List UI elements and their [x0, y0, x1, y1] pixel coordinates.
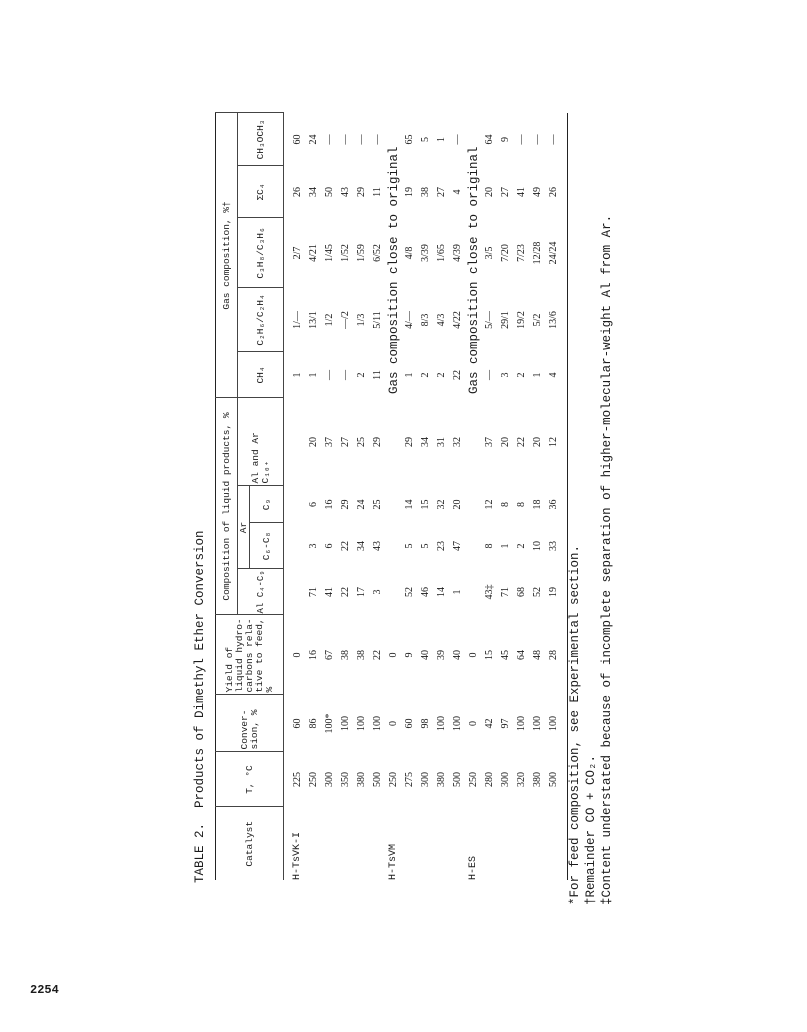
cell-ch3och3: — [372, 134, 383, 145]
cell-conversion: 0 [388, 721, 399, 726]
cell-ar-c6-c8: 10 [532, 541, 543, 551]
cell-conversion: 42 [484, 718, 495, 729]
cell-catalyst [402, 807, 418, 880]
cell-catalyst [514, 807, 530, 880]
rotated-table-block [190, 105, 630, 915]
table-row [466, 113, 482, 880]
cell-temperature: 225 [292, 772, 303, 787]
cell-c3h8-c3h6: 2/7 [292, 246, 303, 260]
cell-c2h6-c2h4: 1/3 [356, 313, 367, 327]
cell-c2h6-c2h4: 5/2 [532, 313, 543, 327]
cell-ar-c6-c8: 23 [436, 541, 447, 551]
cell-conversion: 98 [420, 718, 431, 729]
footnote-content-understated: ‡Content understated because of incomplete separation of higher-molecular-weight Al from Ar. [600, 214, 614, 905]
cell-al-c4-c9: 68 [516, 587, 527, 597]
cell-sum-c4: 41 [516, 186, 527, 197]
cell-catalyst: H-TsVM [388, 843, 399, 880]
cell-sum-c4: 38 [420, 186, 431, 197]
gas-composition-note: Gas composition close to original [387, 146, 401, 394]
cell-al-ar-c10: 32 [452, 437, 463, 447]
cell-liquid-yield: 40 [420, 650, 431, 660]
cell-ar-c9: 32 [436, 499, 447, 510]
cell-catalyst [530, 807, 546, 880]
cell-liquid-yield: 0 [292, 652, 303, 658]
cell-liquid-yield: 22 [372, 650, 383, 660]
cell-c2h6-c2h4: 4/3 [436, 313, 447, 327]
cell-c2h6-c2h4: 29/1 [500, 311, 511, 329]
header-sum-c4: ΣC₄ [238, 166, 284, 218]
cell-ch3och3: 60 [292, 134, 303, 145]
cell-ar-c9: 15 [420, 499, 431, 510]
cell-c3h8-c3h6: 6/52 [372, 244, 383, 262]
cell-ch3och3: — [324, 134, 335, 145]
cell-sum-c4: 43 [340, 186, 351, 197]
cell-c2h6-c2h4: 5/— [484, 311, 495, 329]
header-al-c4-c9: Al C₄-C₉ [238, 569, 284, 615]
footnote-remainder: †Remainder CO + CO₂. [584, 754, 598, 905]
cell-catalyst [306, 807, 322, 880]
cell-al-ar-c10 [290, 398, 306, 486]
cell-c3h8-c3h6: 3/39 [420, 244, 431, 262]
cell-ar-c9 [290, 486, 306, 523]
cell-ch4: — [484, 369, 495, 380]
cell-ar-c9: 18 [532, 499, 543, 510]
cell-al-ar-c10: 37 [324, 437, 335, 447]
cell-ar-c9: 25 [372, 499, 383, 510]
cell-al-c4-c9 [386, 569, 402, 615]
header-al-ar-line: C₁₀₊ [259, 460, 271, 484]
header-catalyst: Catalyst [216, 807, 284, 880]
cell-temperature: 250 [468, 772, 479, 787]
cell-ch4: 2 [356, 372, 367, 378]
cell-ar-c6-c8: 3 [308, 543, 319, 549]
cell-al-c4-c9: 17 [356, 587, 367, 597]
cell-conversion: 60 [292, 718, 303, 729]
cell-catalyst: H-ES [468, 855, 479, 880]
cell-ar-c6-c8: 33 [548, 541, 559, 551]
cell-al-ar-c10: 25 [356, 437, 367, 447]
cell-ar-c9: 12 [484, 499, 495, 510]
cell-al-ar-c10: 27 [340, 437, 351, 447]
cell-sum-c4: 27 [500, 186, 511, 197]
cell-conversion: 100 [516, 716, 527, 731]
cell-al-c4-c9: 71 [308, 587, 319, 597]
cell-temperature: 300 [324, 772, 335, 787]
table-row [338, 113, 354, 880]
cell-ch4: 2 [436, 372, 447, 378]
cell-temperature: 500 [548, 772, 559, 787]
header-ch4: CH₄ [238, 352, 284, 398]
cell-conversion: 60 [404, 718, 415, 729]
cell-ch3och3: 1 [436, 136, 447, 142]
cell-liquid-yield: 64 [516, 650, 527, 660]
cell-temperature: 250 [388, 772, 399, 787]
cell-al-ar-c10 [466, 398, 482, 486]
cell-temperature: 280 [484, 772, 495, 787]
cell-catalyst [434, 807, 450, 880]
cell-ar-c9: 29 [340, 499, 351, 510]
cell-conversion: 86 [308, 718, 319, 729]
cell-c3h8-c3h6: 7/20 [500, 244, 511, 262]
cell-al-c4-c9: 14 [436, 587, 447, 597]
data-table [215, 112, 568, 880]
cell-c2h6-c2h4: 4/22 [452, 311, 463, 329]
cell-ar-c9 [466, 486, 482, 523]
cell-catalyst [482, 807, 498, 880]
cell-c3h8-c3h6: 24/24 [548, 241, 559, 265]
cell-conversion: 100* [324, 713, 335, 734]
cell-ch4: 1 [292, 372, 303, 378]
cell-ch3och3: — [340, 134, 351, 145]
cell-ch3och3: 9 [500, 136, 511, 142]
cell-ar-c6-c8: 43 [372, 541, 383, 551]
cell-al-c4-c9 [290, 569, 306, 615]
cell-ar-c6-c8 [466, 523, 482, 569]
cell-liquid-yield: 45 [500, 650, 511, 660]
cell-liquid-yield: 9 [404, 652, 415, 658]
cell-catalyst [498, 807, 514, 880]
cell-conversion: 100 [452, 716, 463, 731]
cell-ch3och3: — [532, 134, 543, 145]
footnote-feed-composition: *For feed composition, see Experimental section. [568, 544, 582, 905]
cell-al-ar-c10: 31 [436, 437, 447, 447]
cell-ch3och3: 24 [308, 134, 319, 145]
cell-temperature: 380 [356, 772, 367, 787]
cell-ch4: 4 [548, 372, 559, 378]
cell-ch3och3: — [452, 134, 463, 145]
cell-conversion: 97 [500, 718, 511, 729]
cell-al-ar-c10: 20 [308, 437, 319, 447]
cell-ar-c6-c8 [386, 523, 402, 569]
header-temperature: T, °C [216, 752, 284, 807]
cell-ch4: 3 [500, 372, 511, 378]
cell-c3h8-c3h6: 4/39 [452, 244, 463, 262]
cell-liquid-yield: 48 [532, 650, 543, 660]
cell-c3h8-c3h6: 4/21 [308, 244, 319, 262]
cell-al-c4-c9: 3 [372, 589, 383, 595]
cell-ar-c9: 8 [516, 502, 527, 507]
cell-liquid-yield: 38 [340, 650, 351, 660]
cell-ar-c9: 36 [548, 499, 559, 510]
table-row [514, 113, 530, 880]
cell-ar-c9: 20 [452, 499, 463, 510]
cell-ch4: 2 [420, 372, 431, 378]
cell-catalyst [322, 807, 338, 880]
header-c2h6-c2h4: C₂H₆/C₂H₄ [238, 288, 284, 352]
cell-c3h8-c3h6: 1/52 [340, 244, 351, 262]
header-liquid-yield [216, 615, 284, 695]
header-yield-line: Yield of [223, 646, 235, 693]
table-row [322, 113, 338, 880]
cell-sum-c4: 34 [308, 186, 319, 197]
cell-c3h8-c3h6: 7/23 [516, 244, 527, 262]
cell-c2h6-c2h4: 19/2 [516, 311, 527, 329]
cell-ch3och3: — [548, 134, 559, 145]
header-conversion-line: Conver- [238, 709, 250, 750]
header-liquid-composition: Composition of liquid products, % [216, 398, 238, 615]
table-row [546, 113, 562, 880]
cell-sum-c4: 49 [532, 186, 543, 197]
cell-catalyst [418, 807, 434, 880]
cell-temperature: 500 [452, 772, 463, 787]
cell-ch3och3: — [516, 134, 527, 145]
cell-ch4: 1 [404, 372, 415, 378]
table-row [418, 113, 434, 880]
cell-temperature: 380 [532, 772, 543, 787]
cell-ar-c6-c8 [290, 523, 306, 569]
header-yield-line: liquid hydro- [233, 618, 245, 693]
cell-sum-c4: 11 [372, 187, 383, 197]
header-ar-c6-c8: C₆-C₈ [250, 523, 284, 569]
cell-ch3och3: 5 [420, 136, 431, 142]
header-ar-c9: C₉ [250, 486, 284, 523]
cell-ar-c6-c8: 5 [420, 543, 431, 549]
cell-catalyst [338, 807, 354, 880]
cell-temperature: 250 [308, 772, 319, 787]
cell-al-ar-c10: 22 [516, 437, 527, 447]
table-row [306, 113, 322, 880]
cell-al-ar-c10: 29 [404, 437, 415, 447]
header-yield-line: tive to feed, [253, 618, 265, 693]
cell-al-c4-c9: 19 [548, 587, 559, 597]
table-row [354, 113, 370, 880]
cell-al-c4-c9: 52 [404, 587, 415, 597]
gas-composition-note: Gas composition close to original [467, 146, 481, 394]
header-gas-composition: Gas composition, %† [216, 113, 238, 398]
cell-ar-c9 [386, 486, 402, 523]
cell-ar-c6-c8: 1 [500, 543, 511, 549]
table-row [482, 113, 498, 880]
cell-c2h6-c2h4: 4/— [404, 311, 415, 329]
cell-c3h8-c3h6: 1/45 [324, 244, 335, 262]
cell-c2h6-c2h4: —/2 [340, 311, 351, 329]
cell-ar-c6-c8: 2 [516, 543, 527, 549]
cell-ar-c6-c8: 47 [452, 541, 463, 551]
cell-ar-c9: 8 [500, 502, 511, 507]
table-row [290, 113, 306, 880]
table-row [530, 113, 546, 880]
cell-catalyst [354, 807, 370, 880]
cell-al-ar-c10: 29 [372, 437, 383, 447]
table-row [370, 113, 386, 880]
header-yield-line: carbons rela- [243, 618, 255, 693]
footnotes [567, 215, 615, 905]
cell-temperature: 500 [372, 772, 383, 787]
cell-c2h6-c2h4: 8/3 [420, 313, 431, 327]
cell-conversion: 100 [340, 716, 351, 731]
cell-liquid-yield: 39 [436, 650, 447, 660]
cell-catalyst: H-TsVK-I [292, 831, 303, 880]
table-header [216, 113, 284, 880]
cell-conversion: 100 [548, 716, 559, 731]
cell-conversion: 100 [436, 716, 447, 731]
cell-sum-c4: 29 [356, 186, 367, 197]
cell-al-c4-c9: 52 [532, 587, 543, 597]
cell-sum-c4: 26 [548, 186, 559, 197]
cell-al-c4-c9: 71 [500, 587, 511, 597]
cell-ch4: 11 [372, 370, 383, 380]
cell-ch3och3: — [356, 134, 367, 145]
cell-ch4: 2 [516, 372, 527, 378]
table-row [402, 113, 418, 880]
cell-liquid-yield: 16 [308, 650, 319, 660]
cell-al-ar-c10: 20 [500, 437, 511, 447]
cell-c3h8-c3h6: 1/65 [436, 244, 447, 262]
cell-al-c4-c9: 41 [324, 587, 335, 597]
cell-temperature: 300 [500, 772, 511, 787]
header-ch3och3: CH₃OCH₃ [238, 113, 284, 166]
cell-liquid-yield: 38 [356, 650, 367, 660]
table-title: TABLE 2. Products of Dimethyl Ether Conversion [193, 530, 207, 883]
cell-ar-c6-c8: 6 [324, 543, 335, 549]
cell-c3h8-c3h6: 1/59 [356, 244, 367, 262]
cell-al-c4-c9: 22 [340, 587, 351, 597]
cell-sum-c4: 26 [292, 186, 303, 197]
cell-temperature: 275 [404, 772, 415, 787]
cell-al-ar-c10: 20 [532, 437, 543, 447]
table-body [284, 113, 568, 880]
cell-c2h6-c2h4: 13/1 [308, 311, 319, 329]
table-row [498, 113, 514, 880]
cell-sum-c4: 27 [436, 186, 447, 197]
cell-c2h6-c2h4: 5/11 [372, 311, 383, 329]
cell-ar-c6-c8: 5 [404, 543, 415, 549]
header-ar: Ar [238, 486, 250, 569]
cell-conversion: 0 [468, 721, 479, 726]
cell-ch4: 1 [308, 372, 319, 378]
cell-c3h8-c3h6: 3/5 [484, 246, 495, 260]
cell-liquid-yield: 0 [388, 652, 399, 658]
header-conversion-line: sion, % [248, 709, 260, 750]
cell-temperature: 350 [340, 772, 351, 787]
cell-sum-c4: 50 [324, 186, 335, 197]
cell-ar-c6-c8: 22 [340, 541, 351, 551]
cell-al-ar-c10: 12 [548, 437, 559, 447]
cell-al-c4-c9: 46 [420, 587, 431, 597]
cell-al-ar-c10: 37 [484, 437, 495, 447]
cell-catalyst [450, 807, 466, 880]
header-al-ar-c10 [238, 398, 284, 486]
cell-ch4: 22 [452, 369, 463, 380]
cell-liquid-yield: 0 [468, 652, 479, 658]
table-row [386, 113, 402, 880]
cell-c2h6-c2h4: 1/— [292, 311, 303, 329]
cell-catalyst [370, 807, 386, 880]
table-row [450, 113, 466, 880]
cell-ar-c9: 24 [356, 499, 367, 510]
cell-c2h6-c2h4: 13/6 [548, 311, 559, 329]
cell-temperature: 380 [436, 772, 447, 787]
cell-ch4: 1 [532, 372, 543, 378]
cell-ar-c9: 14 [404, 499, 415, 510]
table-row [434, 113, 450, 880]
cell-c3h8-c3h6: 12/28 [532, 241, 543, 265]
cell-ar-c9: 16 [324, 499, 335, 510]
cell-ar-c6-c8: 8 [484, 543, 495, 549]
cell-ch3och3: 65 [404, 134, 415, 145]
cell-sum-c4: 20 [484, 186, 495, 197]
cell-sum-c4: 4 [452, 189, 463, 195]
page-number: 2254 [30, 983, 59, 997]
cell-liquid-yield: 67 [324, 650, 335, 660]
cell-al-c4-c9: 1 [452, 589, 463, 595]
cell-sum-c4: 19 [404, 186, 415, 197]
header-al-ar-line: Al and Ar [249, 432, 261, 484]
cell-temperature: 300 [420, 772, 431, 787]
cell-ch4: — [340, 369, 351, 380]
cell-ar-c6-c8: 34 [356, 541, 367, 551]
cell-al-ar-c10: 34 [420, 437, 431, 447]
cell-conversion: 100 [532, 716, 543, 731]
cell-al-ar-c10 [386, 398, 402, 486]
cell-c2h6-c2h4: 1/2 [324, 313, 335, 327]
header-conversion [216, 695, 284, 752]
cell-ar-c9: 6 [308, 502, 319, 507]
header-row [216, 113, 238, 880]
cell-ch4: — [324, 369, 335, 380]
cell-ch3och3: 64 [484, 134, 495, 145]
cell-liquid-yield: 28 [548, 650, 559, 660]
cell-liquid-yield: 15 [484, 650, 495, 660]
header-c3h8-c3h6: C₃H₈/C₃H₆ [238, 218, 284, 288]
cell-conversion: 100 [372, 716, 383, 731]
header-yield-line: % [263, 686, 275, 693]
cell-c3h8-c3h6: 4/8 [404, 246, 415, 260]
cell-al-c4-c9 [466, 569, 482, 615]
cell-temperature: 320 [516, 772, 527, 787]
cell-al-c4-c9: 43‡ [484, 584, 495, 600]
cell-conversion: 100 [356, 716, 367, 731]
cell-liquid-yield: 40 [452, 650, 463, 660]
cell-catalyst [546, 807, 562, 880]
